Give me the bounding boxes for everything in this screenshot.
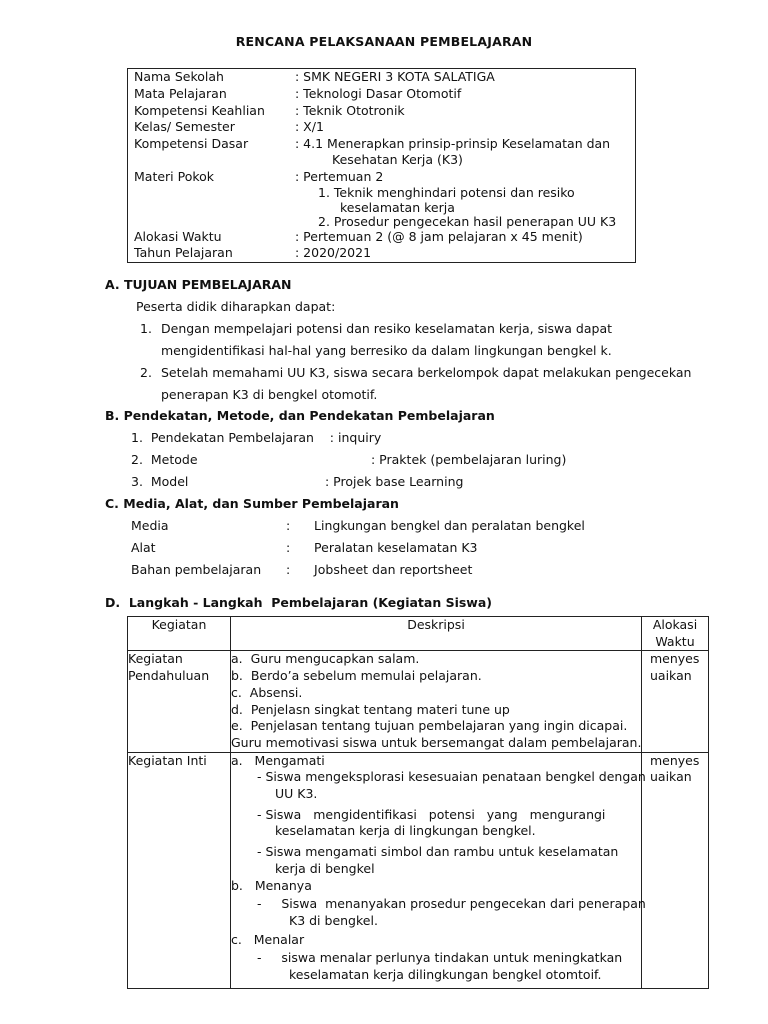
list-item: e. Penjelasan tentang tujuan pembelajaran yang ingin dicapai. [231,718,628,734]
list-item: - Siswa mengidentifikasi potensi yang mengurangi [257,806,606,822]
section-a-item1-num: 1. [140,321,152,336]
subheading-mengamati: a. Mengamati [231,752,325,768]
value-kelas: : X/1 [295,119,324,134]
section-a-item1-line1 [161,321,697,336]
list-item: K3 di bengkel. [289,912,378,928]
header-deskripsi-text: Deskripsi [407,617,465,632]
list-item: b. Berdo’a sebelum memulai pelajaran. [231,668,482,684]
list-item: keselamatan kerja dilingkungan bengkel otomtoif. [289,967,602,983]
value-materi-pokok: : Pertemuan 2 [295,169,384,184]
section-a-intro: Peserta didik diharapkan dapat: [136,299,336,314]
list-item: - Siswa mengamati simbol dan rambu untuk keselamatan [257,844,619,860]
waktu-pendahuluan-line1: menyes [650,651,700,667]
list-item: - Siswa menanyakan prosedur pengecekan dari penerapan [257,896,646,912]
kegiatan-pendahuluan [128,651,231,752]
value-tahun-pelajaran: : 2020/2021 [295,245,372,260]
value-nama-sekolah: : SMK NEGERI 3 KOTA SALATIGA [295,69,495,84]
label-alokasi-waktu: Alokasi Waktu [134,229,222,244]
section-a-heading: A. TUJUAN PEMBELAJARAN [105,277,292,292]
section-b-heading: B. Pendekatan, Metode, dan Pendekatan Pembelajaran [105,408,495,423]
label-kelas: Kelas/ Semester [134,119,235,134]
label-kompetensi-keahlian: Kompetensi Keahlian [134,103,265,118]
section-a-item2-num: 2. [140,365,152,380]
list-item: - siswa menalar perlunya tindakan untuk meningkatkan [257,950,623,966]
document-title: RENCANA PELAKSANAAN PEMBELAJARAN [235,34,533,49]
section-b-item3-label: 3. Model [131,474,189,489]
table-header-row [128,617,709,651]
deskripsi-pendahuluan [231,651,642,752]
table-row [128,651,709,752]
kegiatan-pendahuluan-line1: Kegiatan [128,651,183,667]
value-kompetensi-dasar-1: : 4.1 Menerapkan prinsip-prinsip Keselamatan dan [295,136,611,151]
list-item: d. Penjelasn singkat tentang materi tune up [231,701,510,717]
deskripsi-inti [231,752,646,988]
label-mata-pelajaran: Mata Pelajaran [134,86,227,101]
materi-item-1: 1. Teknik menghindari potensi dan resiko [318,185,575,200]
kegiatan-inti-label: Kegiatan Inti [128,752,207,768]
waktu-pendahuluan-line2: uaikan [650,668,692,684]
header-alokasi-line2: Waktu [655,633,695,649]
list-item: UU K3. [275,786,318,802]
bahan-label: Bahan pembelajaran [131,562,262,577]
alat-label: Alat [131,540,156,555]
header-kegiatan-text: Kegiatan [151,617,207,632]
value-kompetensi-keahlian: : Teknik Ototronik [295,103,405,118]
media-value: : Lingkungan bengkel dan peralatan bengkel [286,518,585,533]
label-materi-pokok: Materi Pokok [134,169,215,184]
waktu-inti-line1: menyes [650,752,700,768]
section-b-item2-label: 2. Metode [131,452,198,467]
value-kompetensi-dasar-2: Kesehatan Kerja (K3) [332,152,463,167]
list-item: kerja di bengkel [275,860,375,876]
header-kegiatan [128,617,231,651]
materi-item-1-cont: keselamatan kerja [340,200,455,215]
list-item: - Siswa mengeksplorasi kesesuaian penataan bengkel dengan [257,769,646,785]
section-d-heading: D. Langkah - Langkah Pembelajaran (Kegiatan Siswa) [105,595,492,610]
kegiatan-inti [128,752,231,988]
section-a-item2-line2: penerapan K3 di bengkel otomotif. [161,387,378,402]
waktu-inti [642,752,709,988]
subheading-menanya: b. Menanya [231,877,312,893]
langkah-table [127,616,709,989]
section-b-item3-value: : Projek base Learning [325,474,464,489]
section-a-item1-line2: mengidentifikasi hal-hal yang berresiko da dalam lingkungan bengkel k. [161,343,612,358]
alat-value: : Peralatan keselamatan K3 [286,540,478,555]
label-tahun-pelajaran: Tahun Pelajaran [134,245,233,260]
list-item: keselamatan kerja di lingkungan bengkel. [275,823,536,839]
materi-item-2: 2. Prosedur pengecekan hasil penerapan UU K3 [318,214,617,229]
section-b-item2-value: : Praktek (pembelajaran luring) [371,452,567,467]
waktu-inti-line2: uaikan [650,769,692,785]
label-nama-sekolah: Nama Sekolah [134,69,224,84]
subheading-menalar: c. Menalar [231,931,305,947]
identity-box [127,68,636,263]
section-a-item1-text: Dengan mempelajari potensi dan resiko keselamatan kerja, siswa dapat [161,321,613,336]
bahan-value: : Jobsheet dan reportsheet [286,562,473,577]
header-deskripsi [231,617,642,651]
value-mata-pelajaran: : Teknologi Dasar Otomotif [295,86,462,101]
waktu-pendahuluan [642,651,709,752]
media-label: Media [131,518,169,533]
section-c-heading: C. Media, Alat, dan Sumber Pembelajaran [105,496,399,511]
table-row [128,752,709,988]
kegiatan-pendahuluan-line2: Pendahuluan [128,668,210,684]
label-kompetensi-dasar: Kompetensi Dasar [134,136,249,151]
section-a-item2-line1: Setelah memahami UU K3, siswa secara berkelompok dapat melakukan pengecekan [161,365,692,380]
list-item: c. Absensi. [231,684,303,700]
list-item: Guru memotivasi siswa untuk bersemangat dalam pembelajaran. [231,734,642,750]
value-alokasi-waktu: : Pertemuan 2 (@ 8 jam pelajaran x 45 menit) [295,229,583,244]
list-item: a. Guru mengucapkan salam. [231,651,420,667]
section-b-item1: 1. Pendekatan Pembelajaran : inquiry [131,430,382,445]
header-alokasi-line1: Alokasi [652,617,698,632]
header-alokasi [642,617,709,651]
